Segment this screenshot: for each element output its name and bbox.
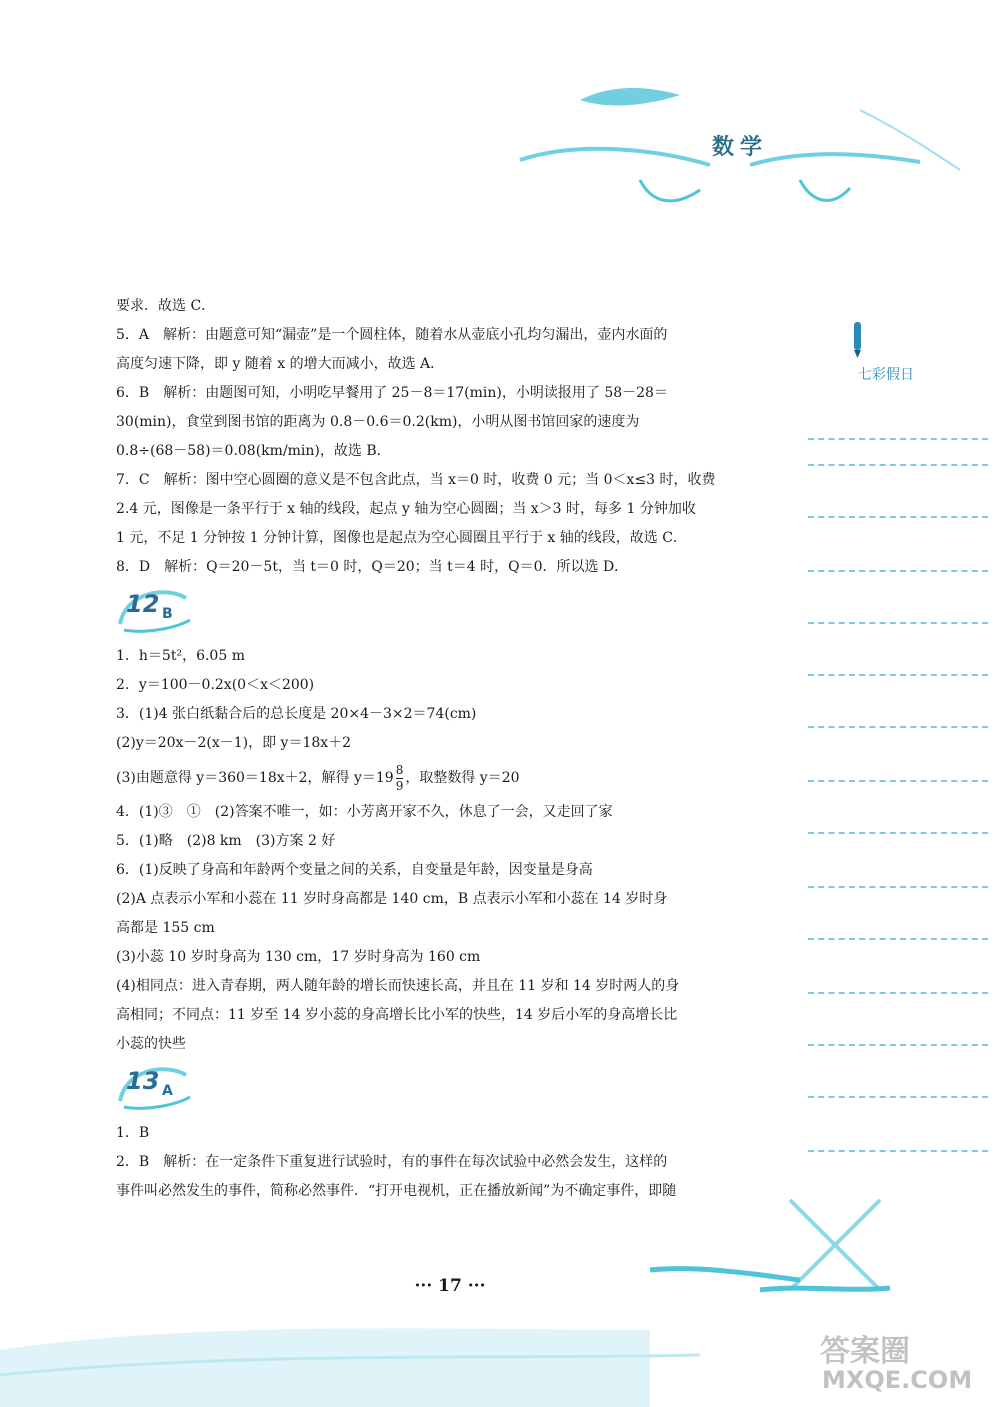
text-line: (3)小蕊 10 岁时身高为 130 cm，17 岁时身高为 160 cm bbox=[116, 949, 481, 965]
section-badge-13 bbox=[116, 1061, 756, 1113]
note-line bbox=[808, 622, 988, 624]
text-line: 高都是 155 cm bbox=[116, 920, 215, 936]
subject-title: 数学 bbox=[712, 135, 769, 160]
page-number: ··· 17 ··· bbox=[414, 1276, 486, 1296]
text-line: 6．B 解析：由题图可知，小明吃早餐用了 25－8＝17(min)，小明读报用了 58－28＝ bbox=[116, 385, 668, 401]
pencil-icon bbox=[848, 320, 868, 360]
fraction bbox=[396, 763, 404, 794]
text-line: 1 元，不足 1 分钟按 1 分钟计算，图像也是起点为空心圆圈且平行于 x 轴的线段，故选 C． bbox=[116, 530, 687, 546]
section-badge-12 bbox=[116, 584, 756, 636]
note-line bbox=[808, 780, 988, 782]
text-line: 30(min)，食堂到图书馆的距离为 0.8－0.6＝0.2(km)，小明从图书馆回家的速度为 bbox=[116, 414, 640, 430]
text-line: 2.4 元，图像是一条平行于 x 轴的线段，起点 y 轴为空心圆圈；当 x＞3 时，每多 1 分钟加收 bbox=[116, 501, 696, 517]
text-line: 高度匀速下降，即 y 随着 x 的增大而减小，故选 A． bbox=[116, 356, 445, 372]
note-line bbox=[808, 1150, 988, 1152]
text-line: 4．(1)③ ① (2)答案不唯一，如：小芳离开家不久，休息了一会，又走回了家 bbox=[116, 804, 613, 820]
answer-content bbox=[116, 292, 756, 1206]
text-line: 事件叫必然发生的事件，简称必然事件．“打开电视机，正在播放新闻”为不确定事件，即随 bbox=[116, 1183, 677, 1199]
note-line bbox=[808, 938, 988, 940]
note-line bbox=[808, 674, 988, 676]
text-line: 1．h＝5t²，6.05 m bbox=[116, 648, 245, 664]
note-line bbox=[808, 438, 988, 440]
text-line: 小蕊的快些 bbox=[116, 1036, 186, 1052]
note-line bbox=[808, 832, 988, 834]
text-line: 3．(1)4 张白纸黏合后的总长度是 20×4－3×2＝74(cm) bbox=[116, 706, 477, 722]
fraction-numerator: 8 bbox=[395, 762, 404, 777]
text-line: 1．B bbox=[116, 1125, 150, 1141]
note-line bbox=[808, 1096, 988, 1098]
watermark-logo: 答案圈 bbox=[820, 1334, 910, 1369]
text-line: (2)y＝20x－2(x－1)，即 y＝18x＋2 bbox=[116, 735, 352, 751]
note-line bbox=[808, 516, 988, 518]
section-number: 12 bbox=[126, 590, 160, 618]
text-line: 8．D 解析：Q＝20－5t，当 t＝0 时，Q＝20；当 t＝4 时，Q＝0．所以选 D． bbox=[116, 559, 629, 575]
note-line bbox=[808, 886, 988, 888]
note-line bbox=[808, 570, 988, 572]
text-line: 2．B 解析：在一定条件下重复进行试验时，有的事件在每次试验中必然会发生，这样的 bbox=[116, 1154, 668, 1170]
text-line: 0.8÷(68－58)＝0.08(km/min)，故选 B． bbox=[116, 443, 391, 459]
note-line bbox=[808, 992, 988, 994]
text-line: 7．C 解析：图中空心圆圈的意义是不包含此点，当 x＝0 时，收费 0 元；当 0＜x≤3 时，收费 bbox=[116, 472, 716, 488]
section-letter: A bbox=[162, 1083, 173, 1099]
watermark-site: MXQE.COM bbox=[822, 1366, 973, 1394]
fraction-line bbox=[116, 758, 756, 798]
text-line: (4)相同点：进入青春期，两人随年龄的增长而快速长高，并且在 11 岁和 14 岁时两人的身 bbox=[116, 978, 680, 994]
section-number: 13 bbox=[126, 1067, 160, 1095]
text-line: 要求．故选 C． bbox=[116, 298, 216, 314]
note-line bbox=[808, 1044, 988, 1046]
text-line: 高相同；不同点：11 岁至 14 岁小蕊的身高增长比小军的快些，14 岁后小军的身高增长比 bbox=[116, 1007, 678, 1023]
fraction-line-before: (3)由题意得 y＝360＝18x＋2，解得 y＝19 bbox=[116, 770, 394, 786]
text-line: (2)A 点表示小军和小蕊在 11 岁时身高都是 140 cm，B 点表示小军和小蕊在 14 岁时身 bbox=[116, 891, 668, 907]
note-line bbox=[808, 726, 988, 728]
note-sidebar bbox=[808, 320, 988, 1220]
note-line bbox=[808, 464, 988, 466]
section-letter: B bbox=[162, 606, 173, 622]
fraction-line-after: ，取整数得 y＝20 bbox=[405, 770, 520, 786]
text-line: 5．A 解析：由题意可知“漏壶”是一个圆柱体，随着水从壶底小孔均匀漏出，壶内水面的 bbox=[116, 327, 668, 343]
text-line: 2．y＝100－0.2x(0＜x＜200) bbox=[116, 677, 315, 693]
answer-block-b bbox=[116, 642, 756, 1059]
text-line: 6．(1)反映了身高和年龄两个变量之间的关系，自变量是年龄，因变量是身高 bbox=[116, 862, 593, 878]
answer-block-a bbox=[116, 292, 756, 582]
fraction-denominator: 9 bbox=[395, 778, 404, 793]
sidebar-label: 七彩假日 bbox=[858, 367, 914, 383]
text-line: 5．(1)略 (2)8 km (3)方案 2 好 bbox=[116, 833, 336, 849]
